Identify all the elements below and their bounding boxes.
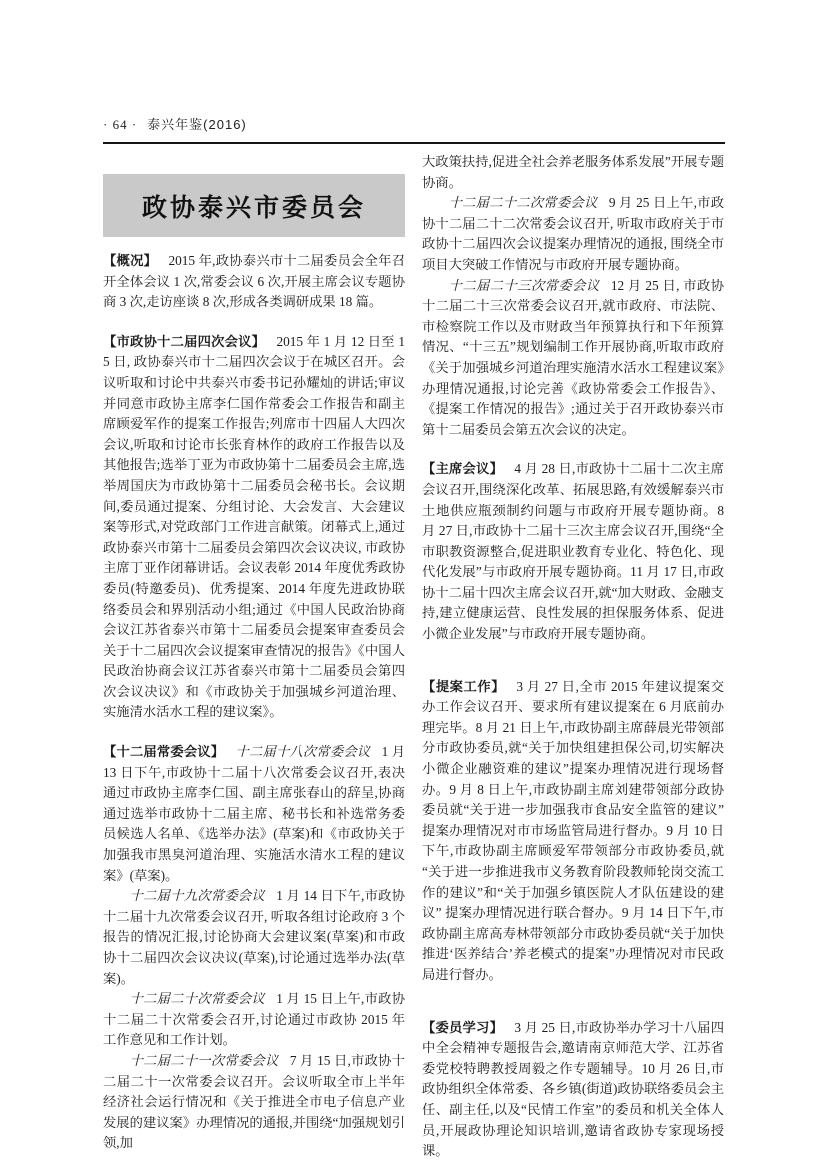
section-head-plenary: 【市政协十二届四次会议】 xyxy=(103,333,266,349)
para-plenary-session xyxy=(103,332,405,723)
para-standing-committee-22 xyxy=(422,193,724,275)
para-standing-committee-18 xyxy=(103,742,405,886)
para-text: 2015 年,政协泰兴市十二届委员会全年召开全体会议 1 次,常委会议 6 次,开展主席会议专题协商 3 次,走访座谈 8 次,形成各类调研成果 18 篇。 xyxy=(103,253,405,310)
para-standing-committee-19 xyxy=(103,886,405,989)
run-in-subhead: 十二届二十三次常委会议 xyxy=(448,277,600,293)
header-rule xyxy=(103,142,725,144)
para-text: 7 月 15 日,市政协十二届二十一次常委会议召开。会议听取全市上半年经济社会运行情况和《关于推进全市电子信息产业发展的建议案》办理情况的通报,并围绕“加强规划引领,加 xyxy=(103,1052,406,1151)
article-title-box xyxy=(103,174,405,237)
run-in-subhead: 十二届十八次常委会议 xyxy=(235,744,371,760)
para-text: 3 月 25 日,市政协举办学习十八届四中全会精神专题报告会,邀请南京师范大学、江苏省委党校特聘教授周毅之作专题辅导。10 月 26 日,市政协组织全体常委、各乡镇(街道)政协联络委员会主任、副主任,以及“民情工作室”的委员和机关全体人员,开展政协理论知识培训,邀请省政协专家现场授课。 xyxy=(422,1019,724,1159)
para-text: 4 月 28 日,市政协十二届十二次主席会议召开,围绕深化改革、拓展思路,有效缓解泰兴市土地供应瓶颈制约问题与市政府开展专题协商。8 月 27 日,市政协十二届十三次主席会议召开,围绕“全市职教资源整合,促进职业教育专业化、特色化、现代化发展”与市政府开展专题协商。11 月 17 日,市政协十二届十四次主席会议召开,就“加大财政、金融支持,建立健康运营、良性发展的担保服务体系、促进小微企业发展”与市政府开展专题协商。 xyxy=(422,461,724,642)
run-in-subhead: 十二届十九次常委会议 xyxy=(129,888,265,904)
para-overview xyxy=(103,251,405,313)
page-content xyxy=(103,114,725,1162)
para-chairman-meetings xyxy=(422,459,724,644)
section-head-member-study: 【委员学习】 xyxy=(422,1019,504,1035)
para-standing-committee-20 xyxy=(103,989,405,1051)
para-standing-committee-23 xyxy=(422,276,724,441)
run-in-subhead: 十二届二十次常委会议 xyxy=(129,991,265,1007)
article-title: 政协泰兴市委员会 xyxy=(141,193,366,222)
para-text: 1 月 13 日下午,市政协十二届十八次常委会议召开,表决通过市政协主席李仁国、副主席张春山的辞呈,协商通过选举市政协十二届主席、秘书长和补选常务委员候选人名单、《选举办法》(草案)和《市政协关于加强我市黑臭河道治理、实施活水清水工程的建议案》(草案)。 xyxy=(103,744,406,883)
column-left xyxy=(103,152,405,1162)
para-standing-committee-21 xyxy=(103,1051,405,1154)
para-text: 大政策扶持,促进全社会养老服务体系发展”开展专题协商。 xyxy=(422,154,724,190)
running-head xyxy=(103,114,725,133)
section-head-chairman-meetings: 【主席会议】 xyxy=(422,461,504,477)
run-in-subhead: 十二届二十一次常委会议 xyxy=(129,1052,279,1068)
para-text: 1 月 14 日下午,市政协十二届十九次常委会议召开, 听取各组讨论政府 3 个报告的情况汇报,讨论协商大会建议案(草案)和市政协十二届四次会议决议(草案),讨论通过选举办法(草案)。 xyxy=(103,888,405,986)
section-head-overview: 【概况】 xyxy=(103,253,158,268)
para-text: 12 月 25 日, 市政协十二届二十三次常委会议召开,就市政府、市法院、市检察院工作以及市财政当年预算执行和下年预算情况、“十三五”规划编制工作开展协商,听取市政府《关于加强城乡河道治理实施清水活水工程建议案》办理情况通报,讨论完善《政协常委会工作报告》、《提案工作情况的报告》;通过关于召开政协泰兴市第十二届委员会第五次会议的决定。 xyxy=(422,277,725,437)
section-head-standing-committee: 【十二届常委会议】 xyxy=(103,744,225,760)
para-text: 1 月 15 日上午,市政协十二届二十次常委会召开,讨论通过市政协 2015 年工作意见和工作计划。 xyxy=(103,991,405,1048)
section-head-proposal-work: 【提案工作】 xyxy=(422,678,506,694)
para-proposal-work xyxy=(422,677,724,986)
para-text: 2015 年 1 月 12 日至 15 日, 政协泰兴市十二届四次会议于在城区召开。会议听取和讨论中共泰兴市委书记孙耀灿的讲话;审议并同意市政协主席李仁国作常委会工作报告和副主席顾爱军作的提案工作报告;列席市十四届人大四次会议,听取和讨论市长张育林作的政府工作报告以及其他报告;选举丁亚为市政协第十二届委员会主席,选举周国庆为市政协第十二届委员会秘书长。会议期间,委员通过提案、分组讨论、大会发言、大会建议案等形式,对党政部门工作进言献策。闭幕式上,通过政协泰兴市第十二届委员会第四次会议决议, 市政协主席丁亚作闭幕讲话。会议表彰 2014 年度优秀政协委员(特邀委员)、优秀提案、2014 年度先进政协联络委员会和界别活动小组;通过《中国人民政治协商会议江苏省泰兴市第十二届委员会提案审查委员会关于十二届四次会议提案审查情况的报告》《中国人民政治协商会议江苏省泰兴市第十二届委员会第四次会议决议》和《市政协关于加强城乡河道治理、实施清水活水工程的建议案》。 xyxy=(103,333,405,720)
para-standing-committee-21-continued xyxy=(422,152,724,193)
book-title: 泰兴年鉴(2016) xyxy=(147,117,247,132)
run-in-subhead: 十二届二十二次常委会议 xyxy=(448,195,598,211)
para-text: 3 月 27 日,全市 2015 年建议提案交办工作会议召开、要求所有建议提案在 6 月底前办理完毕。8 月 21 日上午,市政协副主席薛晨光带领部分市政协委员,就“关于加快组建担保公司,切实解决小微企业融资难的建议”提案办理情况进行现场督办。9 月 8 日上午,市政协副主席刘建带领部分政协委员就“关于进一步加强我市食品安全监管的建议” 提案办理情况对市市场监管局进行督办。9 月 10 日下午,市政协副主席顾爱军带领部分市政协委员,就“关于进一步推进我市义务教育阶段教师轮岗交流工作的建议”和“关于加强乡镇医院人才队伍建设的建议” 提案办理情况进行联合督办。9 月 14 日下午,市政协副主席高寿林带领部分市政协委员就“关于加快推进‘医养结合’养老模式的提案”办理情况对市民政局进行督办。 xyxy=(422,678,725,982)
para-text: 9 月 25 日上午,市政协十二届二十二次常委会议召开, 听取市政府关于市政协十二届四次会议提案办理情况的通报, 围绕全市项目大突破工作情况与市政府开展专题协商。 xyxy=(422,195,725,272)
column-right xyxy=(422,152,724,1162)
para-member-study xyxy=(422,1018,724,1162)
page-number: · 64 · xyxy=(103,117,138,132)
two-column-body xyxy=(103,152,725,1162)
